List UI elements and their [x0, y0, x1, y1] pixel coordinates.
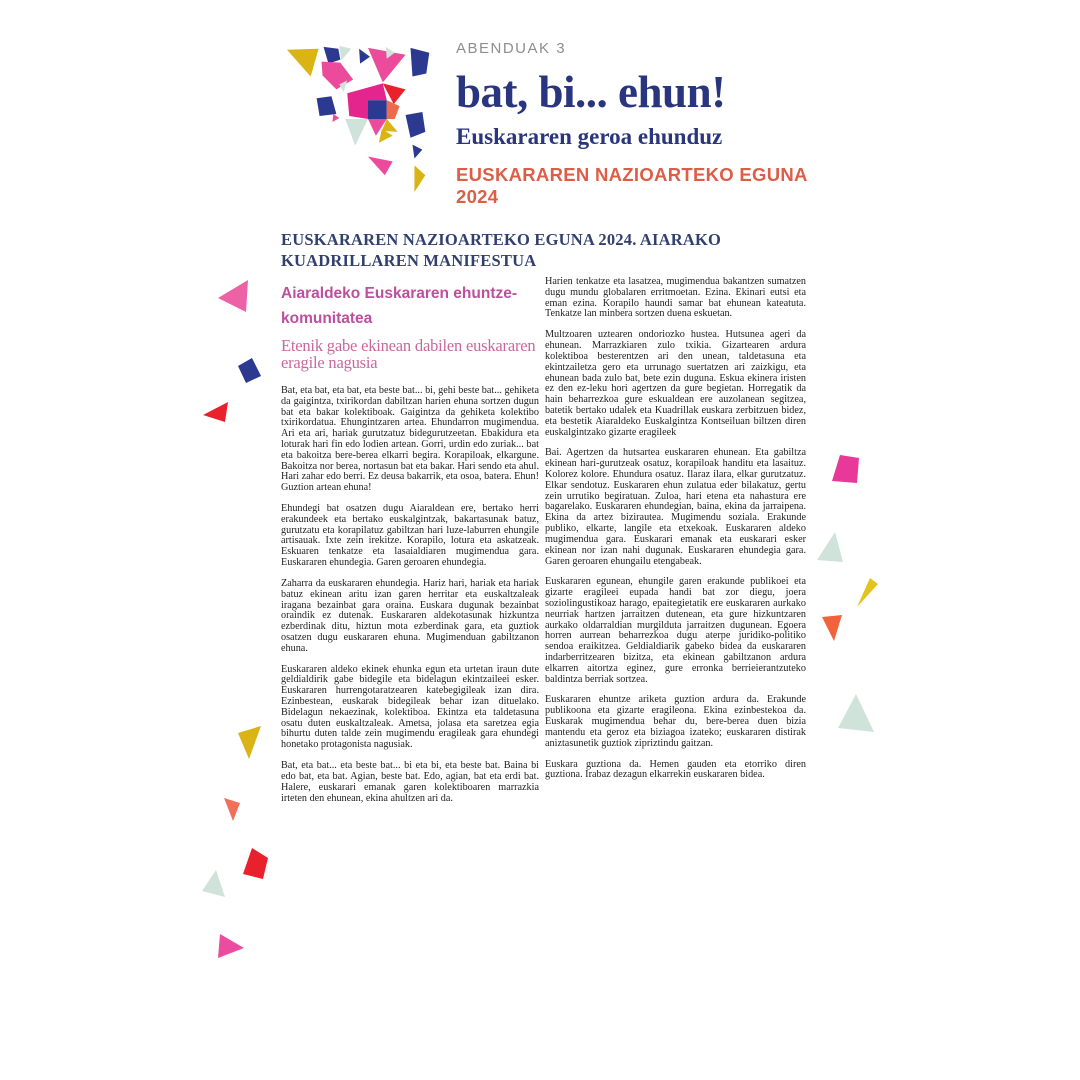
- decor-triangle-pink-left-bottom: [218, 934, 244, 959]
- left-paragraphs: [281, 386, 539, 804]
- decor-triangle-coral-left: [224, 798, 240, 821]
- header: [456, 40, 816, 208]
- decor-polygon-red-left-bottom: [240, 848, 268, 879]
- community-subheading: Etenik gabe ekinean dabilen euskararen eragile nagusia: [281, 336, 536, 373]
- manifesto-paragraph: Bai. Agertzen da hutsartea euskararen ehunean. Eta gabiltza ekinean hari-gurutzeak osatuz, korapiloak handitu eta lasaituz. Kolorez kolore. Ehundura osatuz. Ilaraz ilara, elkar gurutzatuz. Elkar sendotuz. Euskararen ehun zulatua eder bilakatuz, gertu zein urrutiko begiratuan. Zuloa, hari etena eta nahastura ere bagarelako. Euskararen ehundegian, baina, ekina da jarraipena. Ekina da artez bizirautea. Mugimendu soziala. Erakunde publiko, elkarte, langile eta etxekoak. Euskararen aldeko mugimendua gara. Euskarari emanak eta euskarari esker ekinean nor izan nahi dugunak. Euskararen ehundegia gara. Garen geroaren ehungailu etengabeak.: [545, 447, 806, 567]
- bat-bi-ehun-logo-mosaic: [284, 36, 452, 198]
- decor-triangle-yellow-left: [238, 726, 262, 759]
- community-heading: Aiaraldeko Euskararen ehuntze-komunitatea: [281, 285, 518, 328]
- decor-sliver-yellow-right: [857, 578, 878, 607]
- decor-triangle-red-left: [203, 402, 230, 422]
- manifesto-paragraph: Bat, eta bat... eta beste bat... bi eta bi, eta beste bat. Baina bi edo bat, eta bat. Agian, beste bat. Edo, agian, bat eta erdi bat. Halere, euskarari emanak garen kolektiboaren marrazkia irteten den ehunean, ekina ahultzen ari da.: [281, 760, 539, 804]
- right-paragraphs: [545, 277, 806, 781]
- manifesto-paragraph: Euskararen aldeko ekinek ehunka egun eta urtetan iraun dute geldialdirik gabe bidegile eta bidelagun ekintzaileei esker. Euskararen hurrengotaratzearen katebegigileak izan dira. Ezinbestean, euskarak bidegileak behar izan dituelako. Bidelagun nekaezinak, kolektiboa. Ekintza eta taldetasuna osatu duten euskaltzaleak. Ametsa, jolasa eta saretzea egia bihurtu duten talde zein mugimendu eragileak gara ehundegi honetako protagonista nagusiak.: [281, 663, 539, 751]
- campaign-title: bat, bi... ehun!: [456, 67, 726, 117]
- left-column: [281, 281, 539, 804]
- manifesto-title: EUSKARAREN NAZIOARTEKO EGUNA 2024. AIARAKO KUADRILLAREN MANIFESTUA: [281, 230, 722, 270]
- manifesto-paragraph: Multzoaren uztearen ondoriozko hustea. Hutsunea ageri da ehunean. Marrazkiaren zulo txikia. Gizartearen ardura kolektiboa besterentzen ari den unean, taldetasuna eta ekintzailetza gero eta urrunago suertatzen ari zaizkigu, eta ehunean bada zulo bat, bete ezin duguna. Eskua ekinera iristen ez den ez-leku hori agertzen da gure begietan. Horregatik da hain beharrezkoa gure eskualdean ere auzolanean segitzea, batetik bertako udalek eta Kuadrillak euskara zerbitzuen bidez, eta bestetik Aiaraldeko Euskalgintza Kontseiluan biltzen diren euskalgintzako gizarte eragileek: [545, 329, 806, 438]
- manifesto-paragraph: Euskara guztiona da. Hemen gauden eta etorriko diren guztiona. Irabaz dezagun elkarrekin euskararen bidea.: [545, 758, 806, 781]
- campaign-subtitle: Euskararen geroa ehunduz: [456, 124, 723, 149]
- decor-quad-pink-right: [832, 455, 859, 483]
- decor-triangle-mint-left-bottom: [202, 870, 225, 897]
- decor-triangle-coral-right: [822, 615, 842, 641]
- decor-triangle-pink-left-top: [216, 278, 249, 313]
- manifesto-paragraph: Harien tenkatze eta lasatzea, mugimendua bakantzen sumatzen dugu mundu globalaren erritmoetan. Ezina. Ekinari eutsi eta eman ezina. Korapilo haundi samar bat ehunean kateatuta. Tenkatze lan minbera sortzen duena eskuetan.: [545, 276, 806, 320]
- manifesto-paragraph: Ehundegi bat osatzen dugu Aiaraldean ere, bertako herri erakundeek eta bertako euskalgintzak, bakartasunak batuz, gurutzatu eta korapilatuz gabiltzan hari luze-laburren ehungile artisauak. Ixte zein irekitze. Korapilo, lotura eta askatzeak. Eskuaren tenkatze eta lasaialdiaren mugimendua gara. Euskararen ehundegia. Garen geroaren ehundegia.: [281, 503, 539, 569]
- event-name: EUSKARAREN NAZIOARTEKO EGUNA 2024: [456, 164, 808, 207]
- decor-quad-navy-left: [238, 358, 261, 383]
- manifesto-paragraph: Bat, eta bat, eta bat, eta beste bat... bi, gehi beste bat... gehiketa da gaigintza, txirikordan dabiltzan harien ehuna sortzen dugun bat eta bakar kolektiboak. Gaigintza da gehiketa kolektibo txirikordatua. Ehungintzaren artea. Ehundarron mugimendua. Ari eta ari, hariak gurutzatuz bidegurutzeetan. Ebakidura eta loturak hari fin edo lodien artean. Gorri, urdin edo zuriak... bat eta bakoitza bere-berea elkarri begira. Korapiloak, elkargune. Bakoitza nor berea, nortasun bat eta bakar. Hari sendo eta ahul. Hari zahar edo berri. Ez deusa bakarrik, eta osoa, batera. Ehun! Guztion artean ehuna!: [281, 384, 539, 494]
- date-kicker: ABENDUAK 3: [456, 40, 567, 57]
- manifesto-paragraph: Euskararen egunean, ehungile garen erakunde publikoei eta gizarte eragileei eupada handi bat zor diegu, joera soziolingustikoaz harago, epaitegietatik ere euskararen aurkako neurriak hartzen jarraitzen dutenean, eta gure hizkuntzaren aurkako oldarraldian murgilduta jarraitzen dugunean. Egoera horren aurrean beharrezkoa dugu aterpe juridiko-politiko sendoa eraikitzea. Geldialdiarik gabeko bidea da euskararen indarberritzearen bizitza, eta ekinean gabiltzanon ardura elkarren aitortza eginez, gure erronka berrieierantzuteko baldintza berriak sortzea.: [545, 576, 806, 685]
- decor-triangle-mint-right-bottom: [838, 694, 874, 732]
- manifesto-paragraph: Zaharra da euskararen ehundegia. Hariz hari, hariak eta hariak batuz ekinean aritu izan garen herritar eta euskaltzaleak iragana bezainbat gara oraina. Euskara dugunak bezainbat oraindik ez dutenak. Euskararen aldekotasunak hizkuntza ezberdinak ditu, hiztun mota ezberdinak gara, eta guztiok osatzen dugu euskararen ehuna. Mugimenduan gabiltzanon ehuna.: [281, 577, 539, 654]
- manifesto-paragraph: Euskararen ehuntze ariketa guztion ardura da. Erakunde publikoona eta gizarte eragileona. Ekina ezinbestekoa da. Euskarak mugimendua behar du, bere-berea duen bizia mantendu eta geroz eta biziagoa izateko; euskararen distirak aniztasunetik guztiok zipriztindu gaitzan.: [545, 694, 806, 749]
- decor-triangle-mint-right: [817, 532, 843, 562]
- right-column: [545, 277, 806, 781]
